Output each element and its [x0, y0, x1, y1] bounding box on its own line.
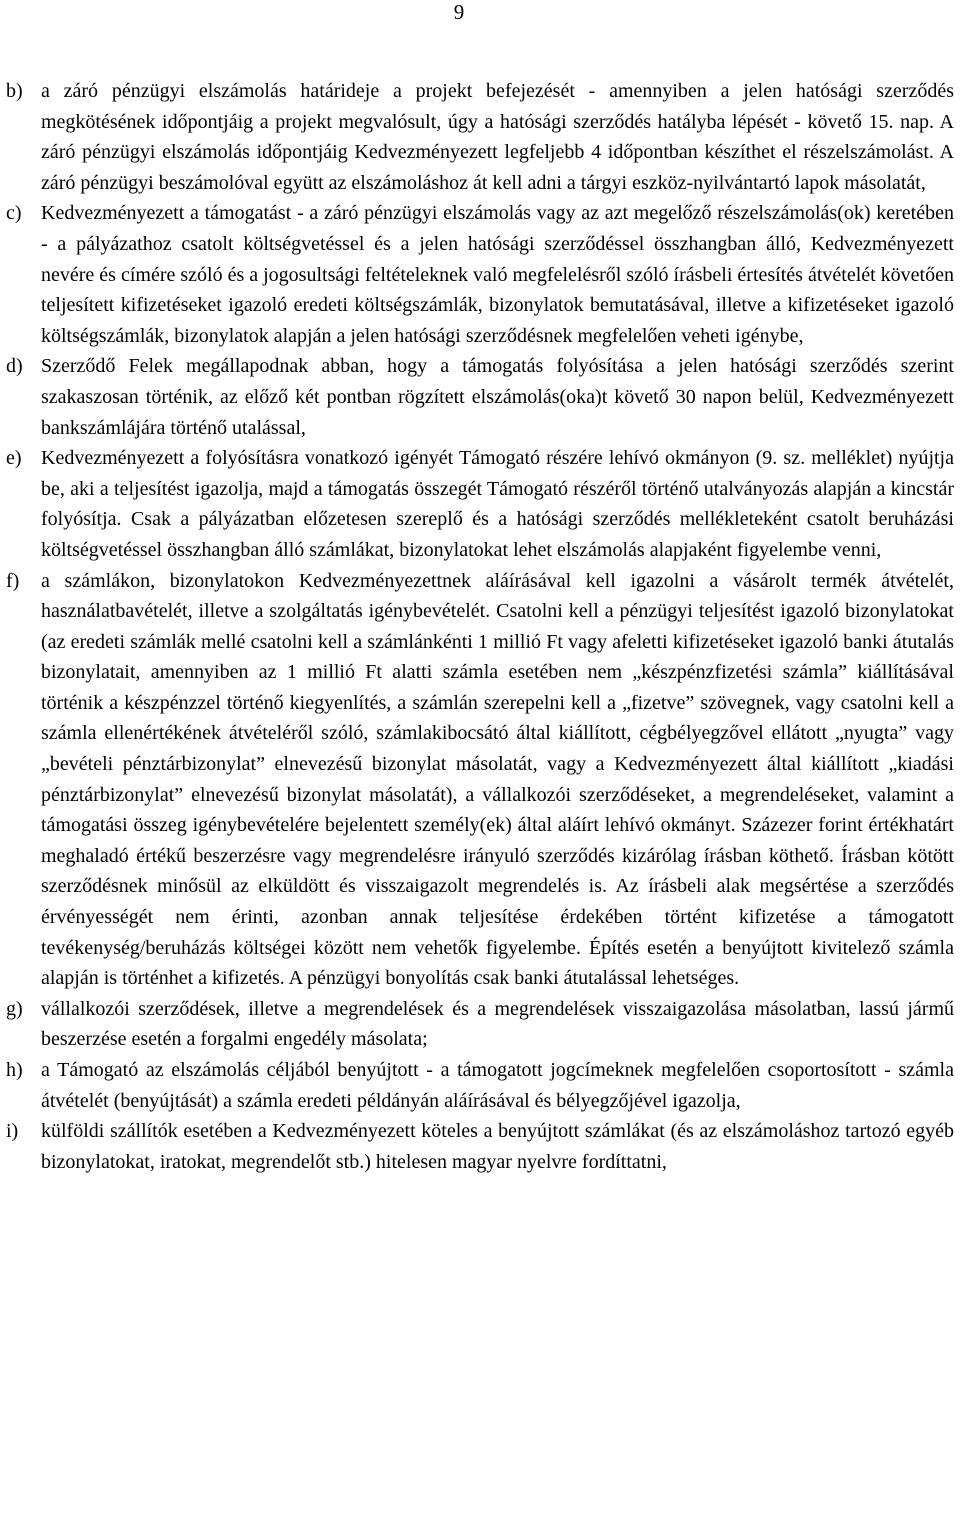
list-item-f [6, 566, 954, 994]
list-item-text: a Támogató az elszámolás céljából benyújtott - a támogatott jogcímeknek megfelelően csoportosított - számla átvételét (benyújtását) a számla eredeti példányán aláírásával és bélyegzőjével igazolja, [41, 1059, 954, 1112]
list-item-g [6, 994, 954, 1055]
list-marker: c) [6, 202, 22, 225]
list-marker: d) [6, 355, 23, 378]
list-item-text: a záró pénzügyi elszámolás határideje a projekt befejezését - amennyiben a jelen hatósági szerződés megkötésének időpontjáig a projekt megvalósult, úgy a hatósági szerződés hatályba lépését - követő 15. nap. A záró pénzügyi elszámolás időpontjáig Kedvezményezett legfeljebb 4 időpontban készíthet el részelszámolást. A záró pénzügyi beszámolóval együtt az elszámoláshoz át kell adni a tárgyi eszköz-nyilvántartó lapok másolatát, [41, 80, 954, 194]
page-number: 9 [453, 0, 465, 24]
list-item-text: vállalkozói szerződések, illetve a megrendelések és a megrendelések visszaigazolása másolatban, lassú jármű beszerzése esetén a forgalmi engedély másolata; [41, 997, 954, 1051]
list-item-e [6, 443, 954, 565]
list-item-h [6, 1055, 954, 1116]
list-item-c [6, 198, 954, 351]
list-item-d [6, 351, 954, 443]
list-item-text: a számlákon, bizonylatokon Kedvezményezettnek aláírásával kell igazolni a vásárolt termék átvételét, használatbavételét, illetve a szolgáltatás igénybevételét. Csatolni kell a pénzügyi teljesítést igazoló bizonylatokat (az eredeti számlák mellé csatolni kell a számlánkénti 1 millió Ft vagy afeletti kifizetéseket igazoló banki átutalás bizonylatait, amennyiben az 1 millió Ft alatti számla esetében nem „készpénzfizetési számla” kiállításával történik a készpénzzel történő kiegyenlítés, a számlán szerepelni kell a „fizetve” szövegnek, vagy csatolni kell a számla ellenértékének átvételéről szóló, számlakibocsátó által kiállított, cégbélyegzővel ellátott „nyugta” vagy „bevételi pénztárbizonylat” elnevezésű bizonylat másolatát, vagy a Kedvezményezett által kiállított „kiadási pénztárbizonylat” elnevezésű bizonylat másolatát), a vállalkozói szerződéseket, a megrendeléseket, valamint a támogatási összeg igénybevételére bejelentett személy(ek) által aláírt lehívó okmányt. Százezer forint értékhatárt meghaladó értékű beszerzésre vagy megrendelésre irányuló szerződés kizárólag írásban köthető. Írásban kötött szerződésnek minősül az elküldött és visszaigazolt megrendelés is. Az írásbeli alak megsértése a szerződés érvényességét nem érinti, azonban annak teljesítése érdekében történt kifizetése a támogatott tevékenység/beruházás költségei között nem vehetők figyelembe. Építés esetén a benyújtott kivitelező számla alapján is történhet a kifizetés. A pénzügyi bonyolítás csak banki átutalással lehetséges. [41, 569, 954, 990]
list-item-text: Szerződő Felek megállapodnak abban, hogy a támogatás folyósítása a jelen hatósági szerződés szerint szakaszosan történik, az előző két pontban rögzített elszámolás(oka)t követő 30 napon belül, Kedvezményezett bankszámlájára történő utalással, [41, 355, 954, 439]
list-item-i [6, 1116, 954, 1177]
list-marker: b) [6, 80, 23, 102]
list-item-text: Kedvezményezett a folyósításra vonatkozó igényét Támogató részére lehívó okmányon (9. sz. melléklet) nyújtja be, aki a teljesítést igazolja, majd a támogatás összegét Támogató részéről történő utalványozás alapján a kincstár folyósítja. Csak a pályázatban előzetesen szereplő és a hatósági szerződés mellékleteként csatolt beruházási költségvetéssel összhangban álló számlákat, bizonylatokat lehet elszámolás alapjaként figyelembe venni, [41, 447, 954, 561]
list-marker: h) [6, 1059, 23, 1081]
list-item-text: Kedvezményezett a támogatást - a záró pénzügyi elszámolás vagy az azt megelőző részelszámolás(ok) keretében - a pályázathoz csatolt költségvetéssel és a jelen hatósági szerződéssel összhangban álló, Kedvezményezett nevére és címére szóló és a jogosultsági feltételeknek való megfelelésről szóló írásbeli értesítés átvételét követően teljesített kifizetéseket igazoló eredeti költségszámlák, bizonylatok bemutatásával, illetve a kifizetéseket igazoló költségszámlák, bizonylatok alapján a jelen hatósági szerződésnek megfelelően veheti igénybe, [41, 202, 954, 347]
list-marker: f) [6, 569, 20, 592]
list-marker: e) [6, 447, 22, 470]
document-body [6, 76, 954, 1177]
list-item-b [6, 76, 954, 198]
list-marker: i) [6, 1120, 19, 1143]
list-item-text: külföldi szállítók esetében a Kedvezményezett köteles a benyújtott számlákat (és az elszámoláshoz tartozó egyéb bizonylatokat, iratokat, megrendelőt stb.) hitelesen magyar nyelvre fordíttatni, [41, 1120, 954, 1173]
list-marker: g) [6, 997, 23, 1020]
